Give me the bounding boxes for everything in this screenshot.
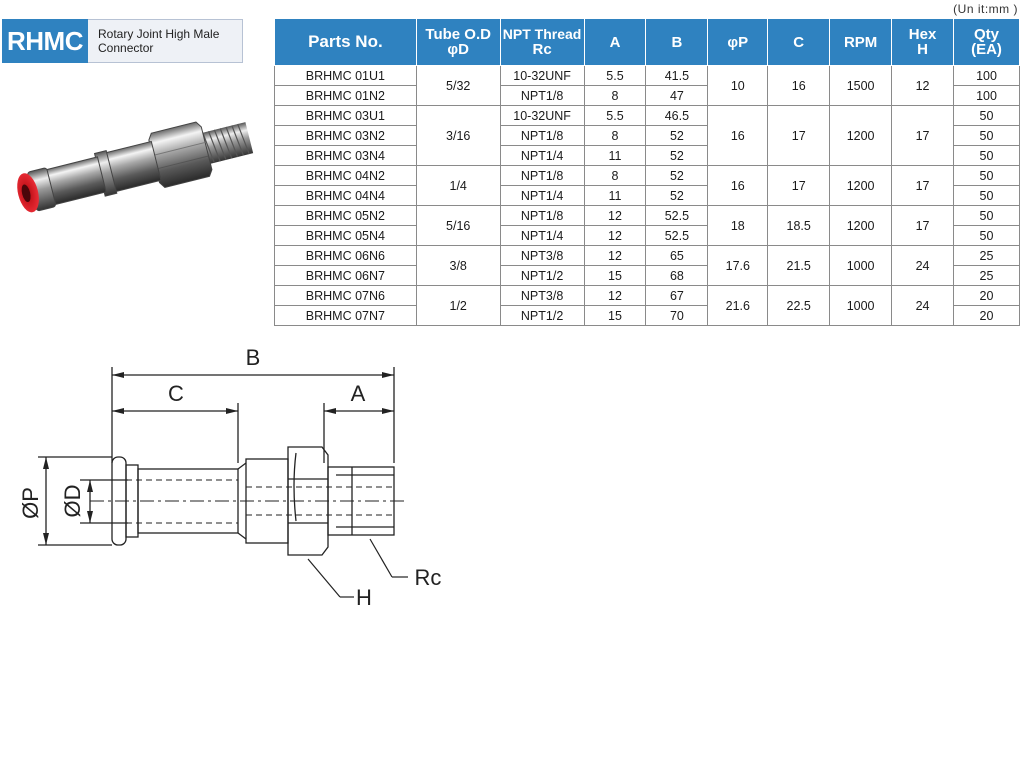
cell-qty: 50 bbox=[953, 166, 1019, 186]
cell-npt-thread: NPT1/8 bbox=[500, 126, 584, 146]
cell-tube-od: 3/8 bbox=[416, 246, 500, 286]
cell-tube-od: 5/32 bbox=[416, 66, 500, 106]
cell-rpm: 1000 bbox=[830, 286, 892, 326]
cell-part-no: BRHMC 05N4 bbox=[275, 226, 417, 246]
dim-label-p: ØP bbox=[18, 487, 43, 519]
cell-rpm: 1200 bbox=[830, 206, 892, 246]
header-hex: Hex H bbox=[892, 19, 954, 66]
dim-label-c: C bbox=[168, 381, 184, 406]
cell-qty: 20 bbox=[953, 286, 1019, 306]
dimension-drawing bbox=[0, 335, 470, 615]
cell-tube-od: 1/4 bbox=[416, 166, 500, 206]
cell-a: 11 bbox=[584, 186, 646, 206]
cell-p: 18 bbox=[708, 206, 768, 246]
product-photo bbox=[0, 86, 272, 256]
product-badge bbox=[2, 19, 243, 63]
cell-a: 15 bbox=[584, 306, 646, 326]
cell-p: 10 bbox=[708, 66, 768, 106]
product-code: RHMC bbox=[2, 19, 88, 63]
cell-a: 5.5 bbox=[584, 106, 646, 126]
cell-b: 52.5 bbox=[646, 206, 708, 226]
dim-label-d: ØD bbox=[60, 484, 85, 518]
header-parts-no: Parts No. bbox=[275, 19, 417, 66]
cell-qty: 100 bbox=[953, 86, 1019, 106]
cell-hex: 24 bbox=[892, 286, 954, 326]
cell-tube-od: 5/16 bbox=[416, 206, 500, 246]
cell-a: 12 bbox=[584, 286, 646, 306]
cell-c: 16 bbox=[768, 66, 830, 106]
cell-tube-od: 1/2 bbox=[416, 286, 500, 326]
cell-npt-thread: NPT1/8 bbox=[500, 86, 584, 106]
cell-part-no: BRHMC 06N6 bbox=[275, 246, 417, 266]
cell-a: 15 bbox=[584, 266, 646, 286]
cell-part-no: BRHMC 03N2 bbox=[275, 126, 417, 146]
cell-b: 65 bbox=[646, 246, 708, 266]
cell-npt-thread: NPT1/2 bbox=[500, 306, 584, 326]
cell-qty: 50 bbox=[953, 226, 1019, 246]
cell-hex: 17 bbox=[892, 166, 954, 206]
cell-a: 12 bbox=[584, 206, 646, 226]
cell-hex: 12 bbox=[892, 66, 954, 106]
cell-rpm: 1200 bbox=[830, 106, 892, 166]
cell-npt-thread: NPT3/8 bbox=[500, 246, 584, 266]
header-p: φP bbox=[708, 19, 768, 66]
cell-part-no: BRHMC 05N2 bbox=[275, 206, 417, 226]
cell-npt-thread: 10-32UNF bbox=[500, 106, 584, 126]
cell-a: 12 bbox=[584, 226, 646, 246]
cell-npt-thread: NPT1/2 bbox=[500, 266, 584, 286]
header-rpm: RPM bbox=[830, 19, 892, 66]
cell-hex: 17 bbox=[892, 206, 954, 246]
cell-part-no: BRHMC 06N7 bbox=[275, 266, 417, 286]
cell-qty: 50 bbox=[953, 206, 1019, 226]
cell-a: 12 bbox=[584, 246, 646, 266]
cell-b: 52 bbox=[646, 186, 708, 206]
cell-b: 47 bbox=[646, 86, 708, 106]
header-qty: Qty (EA) bbox=[953, 19, 1019, 66]
cell-npt-thread: NPT3/8 bbox=[500, 286, 584, 306]
cell-npt-thread: NPT1/8 bbox=[500, 166, 584, 186]
table-row bbox=[275, 106, 1020, 126]
cell-npt-thread: NPT1/4 bbox=[500, 226, 584, 246]
dim-label-a: A bbox=[350, 381, 366, 406]
cell-p: 16 bbox=[708, 106, 768, 166]
cell-npt-thread: 10-32UNF bbox=[500, 66, 584, 86]
cell-a: 8 bbox=[584, 86, 646, 106]
cell-part-no: BRHMC 07N6 bbox=[275, 286, 417, 306]
cell-p: 17.6 bbox=[708, 246, 768, 286]
cell-part-no: BRHMC 07N7 bbox=[275, 306, 417, 326]
cell-a: 11 bbox=[584, 146, 646, 166]
cell-qty: 50 bbox=[953, 126, 1019, 146]
dim-label-rc: Rc bbox=[414, 565, 442, 590]
cell-b: 46.5 bbox=[646, 106, 708, 126]
cell-rpm: 1200 bbox=[830, 166, 892, 206]
header-npt-thread: NPT Thread Rc bbox=[500, 19, 584, 66]
unit-note: (Un it:mm ) bbox=[953, 2, 1018, 16]
header-b: B bbox=[646, 19, 708, 66]
cell-rpm: 1500 bbox=[830, 66, 892, 106]
cell-rpm: 1000 bbox=[830, 246, 892, 286]
table-row bbox=[275, 66, 1020, 86]
cell-qty: 100 bbox=[953, 66, 1019, 86]
cell-c: 22.5 bbox=[768, 286, 830, 326]
cell-b: 52 bbox=[646, 126, 708, 146]
spec-table bbox=[274, 18, 1020, 326]
cell-b: 68 bbox=[646, 266, 708, 286]
cell-c: 17 bbox=[768, 106, 830, 166]
cell-hex: 24 bbox=[892, 246, 954, 286]
table-row bbox=[275, 286, 1020, 306]
cell-qty: 50 bbox=[953, 106, 1019, 126]
cell-npt-thread: NPT1/8 bbox=[500, 206, 584, 226]
table-row bbox=[275, 206, 1020, 226]
cell-b: 41.5 bbox=[646, 66, 708, 86]
cell-qty: 25 bbox=[953, 266, 1019, 286]
header-a: A bbox=[584, 19, 646, 66]
cell-qty: 50 bbox=[953, 146, 1019, 166]
cell-b: 67 bbox=[646, 286, 708, 306]
product-name: Rotary Joint High Male Connector bbox=[88, 19, 243, 63]
cell-p: 16 bbox=[708, 166, 768, 206]
cell-part-no: BRHMC 03U1 bbox=[275, 106, 417, 126]
cell-p: 21.6 bbox=[708, 286, 768, 326]
header-c: C bbox=[768, 19, 830, 66]
cell-npt-thread: NPT1/4 bbox=[500, 146, 584, 166]
dim-label-b: B bbox=[245, 345, 261, 370]
cell-tube-od: 3/16 bbox=[416, 106, 500, 166]
cell-part-no: BRHMC 04N2 bbox=[275, 166, 417, 186]
cell-c: 17 bbox=[768, 166, 830, 206]
cell-part-no: BRHMC 03N4 bbox=[275, 146, 417, 166]
cell-npt-thread: NPT1/4 bbox=[500, 186, 584, 206]
table-row bbox=[275, 166, 1020, 186]
cell-qty: 25 bbox=[953, 246, 1019, 266]
cell-part-no: BRHMC 01U1 bbox=[275, 66, 417, 86]
cell-c: 21.5 bbox=[768, 246, 830, 286]
cell-hex: 17 bbox=[892, 106, 954, 166]
cell-a: 8 bbox=[584, 166, 646, 186]
cell-qty: 50 bbox=[953, 186, 1019, 206]
cell-b: 70 bbox=[646, 306, 708, 326]
cell-qty: 20 bbox=[953, 306, 1019, 326]
cell-b: 52 bbox=[646, 166, 708, 186]
cell-a: 8 bbox=[584, 126, 646, 146]
table-header-row bbox=[275, 19, 1020, 66]
dim-label-h: H bbox=[356, 585, 372, 610]
cell-b: 52.5 bbox=[646, 226, 708, 246]
table-row bbox=[275, 246, 1020, 266]
cell-b: 52 bbox=[646, 146, 708, 166]
cell-c: 18.5 bbox=[768, 206, 830, 246]
header-tube-od: Tube O.D φD bbox=[416, 19, 500, 66]
cell-part-no: BRHMC 04N4 bbox=[275, 186, 417, 206]
table-body bbox=[275, 66, 1020, 326]
cell-a: 5.5 bbox=[584, 66, 646, 86]
cell-part-no: BRHMC 01N2 bbox=[275, 86, 417, 106]
